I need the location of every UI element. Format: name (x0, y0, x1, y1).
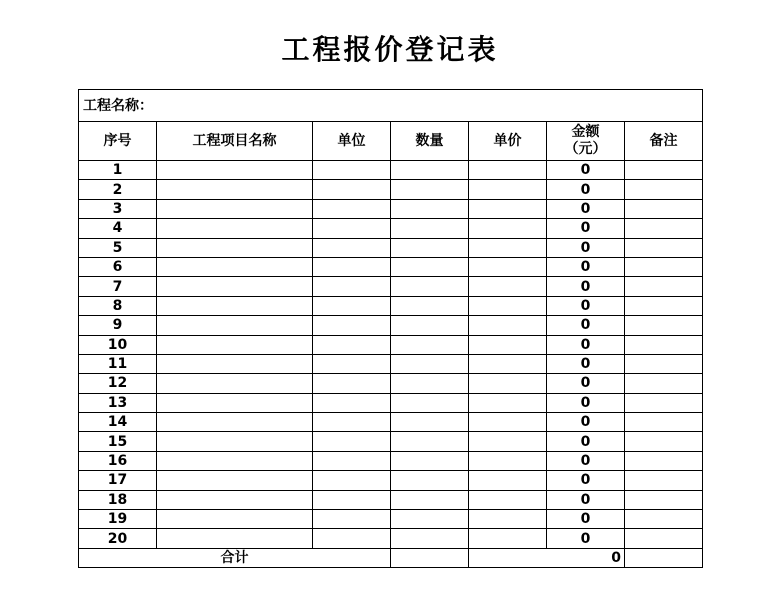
row-index-cell: 12 (79, 374, 157, 393)
row-index-cell: 2 (79, 180, 157, 199)
item-name-cell[interactable] (157, 335, 313, 354)
quantity-cell[interactable] (391, 432, 469, 451)
item-name-cell[interactable] (157, 296, 313, 315)
amount-cell: 0 (547, 432, 625, 451)
remarks-cell[interactable] (625, 374, 703, 393)
amount-cell: 0 (547, 510, 625, 529)
remarks-cell[interactable] (625, 451, 703, 470)
row-index-cell: 8 (79, 296, 157, 315)
header-index: 序号 (79, 122, 157, 161)
amount-cell: 0 (547, 199, 625, 218)
header-unit: 单位 (313, 122, 391, 161)
amount-cell: 0 (547, 257, 625, 276)
amount-cell: 0 (547, 374, 625, 393)
unit-cell[interactable] (313, 335, 391, 354)
table-row (79, 277, 703, 296)
quantity-cell[interactable] (391, 277, 469, 296)
table-row (79, 393, 703, 412)
remarks-cell[interactable] (625, 296, 703, 315)
table-row (79, 161, 703, 180)
table-row (79, 490, 703, 509)
unit-cell[interactable] (313, 238, 391, 257)
quantity-cell[interactable] (391, 529, 469, 548)
header-amount: 金额 （元） (547, 122, 625, 161)
remarks-cell[interactable] (625, 180, 703, 199)
quantity-cell[interactable] (391, 180, 469, 199)
remarks-cell[interactable] (625, 354, 703, 373)
remarks-cell[interactable] (625, 238, 703, 257)
quantity-cell[interactable] (391, 257, 469, 276)
item-name-cell[interactable] (157, 529, 313, 548)
item-name-cell[interactable] (157, 316, 313, 335)
quantity-cell[interactable] (391, 296, 469, 315)
row-index-cell: 15 (79, 432, 157, 451)
quantity-cell[interactable] (391, 335, 469, 354)
project-name-row (79, 90, 703, 122)
row-index-cell: 7 (79, 277, 157, 296)
amount-cell: 0 (547, 451, 625, 470)
unit-price-cell[interactable] (469, 219, 547, 238)
page-title: 工程报价登记表 (281, 33, 499, 66)
quantity-cell[interactable] (391, 393, 469, 412)
table-row (79, 316, 703, 335)
quantity-cell[interactable] (391, 451, 469, 470)
quantity-cell[interactable] (391, 413, 469, 432)
table-row (79, 413, 703, 432)
item-name-cell[interactable] (157, 490, 313, 509)
header-row (79, 122, 703, 161)
table-row (79, 296, 703, 315)
unit-cell[interactable] (313, 296, 391, 315)
table-row (79, 510, 703, 529)
remarks-cell[interactable] (625, 432, 703, 451)
remarks-cell[interactable] (625, 471, 703, 490)
quantity-cell[interactable] (391, 374, 469, 393)
unit-price-cell[interactable] (469, 161, 547, 180)
unit-price-cell[interactable] (469, 354, 547, 373)
unit-price-cell[interactable] (469, 180, 547, 199)
quantity-cell[interactable] (391, 161, 469, 180)
remarks-cell[interactable] (625, 316, 703, 335)
unit-price-cell[interactable] (469, 432, 547, 451)
remarks-cell[interactable] (625, 393, 703, 412)
row-index-cell: 20 (79, 529, 157, 548)
unit-cell[interactable] (313, 393, 391, 412)
unit-cell[interactable] (313, 161, 391, 180)
quantity-cell[interactable] (391, 354, 469, 373)
table-row (79, 451, 703, 470)
unit-cell[interactable] (313, 180, 391, 199)
quantity-cell[interactable] (391, 219, 469, 238)
total-quantity-cell[interactable] (391, 548, 469, 567)
item-name-cell[interactable] (157, 413, 313, 432)
remarks-cell[interactable] (625, 335, 703, 354)
row-index-cell: 5 (79, 238, 157, 257)
table-row (79, 199, 703, 218)
unit-price-cell[interactable] (469, 490, 547, 509)
row-index-cell: 14 (79, 413, 157, 432)
table-row (79, 335, 703, 354)
item-name-cell[interactable] (157, 374, 313, 393)
row-index-cell: 4 (79, 219, 157, 238)
row-index-cell: 9 (79, 316, 157, 335)
quantity-cell[interactable] (391, 490, 469, 509)
unit-cell[interactable] (313, 451, 391, 470)
unit-cell[interactable] (313, 277, 391, 296)
table-row (79, 180, 703, 199)
row-index-cell: 18 (79, 490, 157, 509)
amount-cell: 0 (547, 354, 625, 373)
amount-cell: 0 (547, 393, 625, 412)
item-name-cell[interactable] (157, 199, 313, 218)
total-amount: 0 (469, 548, 625, 567)
total-row (79, 548, 703, 567)
project-name-cell[interactable] (79, 90, 703, 122)
table-row (79, 529, 703, 548)
item-name-cell[interactable] (157, 510, 313, 529)
amount-cell: 0 (547, 335, 625, 354)
row-index-cell: 6 (79, 257, 157, 276)
item-name-cell[interactable] (157, 432, 313, 451)
unit-price-cell[interactable] (469, 277, 547, 296)
unit-cell[interactable] (313, 490, 391, 509)
unit-price-cell[interactable] (469, 316, 547, 335)
total-label: 合计 (79, 548, 391, 567)
table-row (79, 374, 703, 393)
unit-price-cell[interactable] (469, 510, 547, 529)
quantity-cell[interactable] (391, 471, 469, 490)
unit-cell[interactable] (313, 257, 391, 276)
table-row (79, 257, 703, 276)
amount-cell: 0 (547, 238, 625, 257)
total-remarks-cell[interactable] (625, 548, 703, 567)
table-row (79, 354, 703, 373)
row-index-cell: 17 (79, 471, 157, 490)
amount-cell: 0 (547, 471, 625, 490)
item-name-cell[interactable] (157, 238, 313, 257)
item-name-cell[interactable] (157, 257, 313, 276)
amount-cell: 0 (547, 219, 625, 238)
item-name-cell[interactable] (157, 393, 313, 412)
amount-cell: 0 (547, 316, 625, 335)
unit-cell[interactable] (313, 374, 391, 393)
unit-cell[interactable] (313, 219, 391, 238)
row-index-cell: 16 (79, 451, 157, 470)
unit-cell[interactable] (313, 432, 391, 451)
table-row (79, 432, 703, 451)
item-name-cell[interactable] (157, 471, 313, 490)
amount-cell: 0 (547, 413, 625, 432)
unit-cell[interactable] (313, 510, 391, 529)
remarks-cell[interactable] (625, 219, 703, 238)
header-remarks: 备注 (625, 122, 703, 161)
remarks-cell[interactable] (625, 510, 703, 529)
unit-price-cell[interactable] (469, 257, 547, 276)
quantity-cell[interactable] (391, 510, 469, 529)
unit-price-cell[interactable] (469, 451, 547, 470)
amount-cell: 0 (547, 490, 625, 509)
amount-cell: 0 (547, 180, 625, 199)
row-index-cell: 13 (79, 393, 157, 412)
table-row (79, 238, 703, 257)
remarks-cell[interactable] (625, 161, 703, 180)
unit-price-cell[interactable] (469, 393, 547, 412)
amount-cell: 0 (547, 277, 625, 296)
remarks-cell[interactable] (625, 413, 703, 432)
unit-price-cell[interactable] (469, 529, 547, 548)
item-name-cell[interactable] (157, 180, 313, 199)
unit-cell[interactable] (313, 529, 391, 548)
amount-cell: 0 (547, 529, 625, 548)
project-name-label: 工程名称： (83, 97, 153, 114)
unit-price-cell[interactable] (469, 335, 547, 354)
header-item-name: 工程项目名称 (157, 122, 313, 161)
row-index-cell: 10 (79, 335, 157, 354)
unit-price-cell[interactable] (469, 238, 547, 257)
unit-price-cell[interactable] (469, 296, 547, 315)
unit-price-cell[interactable] (469, 471, 547, 490)
table-row (79, 471, 703, 490)
item-name-cell[interactable] (157, 219, 313, 238)
unit-price-cell[interactable] (469, 199, 547, 218)
quantity-cell[interactable] (391, 316, 469, 335)
row-index-cell: 11 (79, 354, 157, 373)
quantity-cell[interactable] (391, 238, 469, 257)
amount-cell: 0 (547, 296, 625, 315)
item-name-cell[interactable] (157, 354, 313, 373)
row-index-cell: 3 (79, 199, 157, 218)
table-row (79, 219, 703, 238)
remarks-cell[interactable] (625, 529, 703, 548)
item-name-cell[interactable] (157, 161, 313, 180)
unit-price-cell[interactable] (469, 374, 547, 393)
item-name-cell[interactable] (157, 277, 313, 296)
unit-cell[interactable] (313, 354, 391, 373)
header-unit-price: 单价 (469, 122, 547, 161)
quantity-cell[interactable] (391, 199, 469, 218)
unit-cell[interactable] (313, 471, 391, 490)
quote-table (78, 89, 703, 568)
remarks-cell[interactable] (625, 490, 703, 509)
unit-cell[interactable] (313, 199, 391, 218)
unit-cell[interactable] (313, 316, 391, 335)
row-index-cell: 19 (79, 510, 157, 529)
unit-price-cell[interactable] (469, 413, 547, 432)
row-index-cell: 1 (79, 161, 157, 180)
header-quantity: 数量 (391, 122, 469, 161)
item-name-cell[interactable] (157, 451, 313, 470)
remarks-cell[interactable] (625, 277, 703, 296)
remarks-cell[interactable] (625, 257, 703, 276)
remarks-cell[interactable] (625, 199, 703, 218)
unit-cell[interactable] (313, 413, 391, 432)
amount-cell: 0 (547, 161, 625, 180)
